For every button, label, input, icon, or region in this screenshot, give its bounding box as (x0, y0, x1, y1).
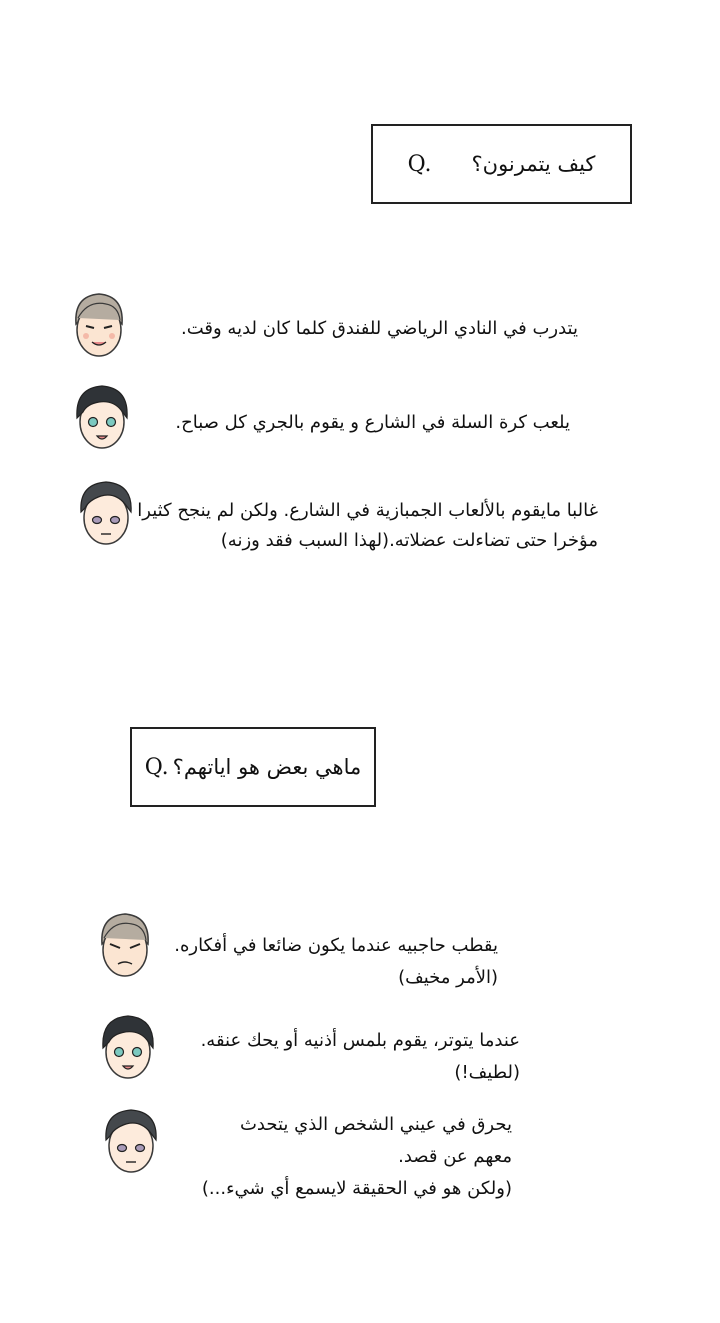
question-2-text: ماهي بعض هو اياتهم؟ (172, 755, 362, 779)
answer-1-3-line-2: مؤخرا حتى تضاءلت عضلاته.(لهذا السبب فقد وزنه) (220, 530, 598, 551)
light-haired-guy-face-icon (92, 910, 158, 982)
dark-haired-purple-eyes-face-icon (73, 478, 139, 550)
answer-1-3-line-1: غالبا مايقوم بالألعاب الجمبازية في الشارع. ولكن لم ينجح كثيرا (137, 500, 598, 521)
answer-2-3-line-2: معهم عن قصد. (398, 1146, 512, 1167)
answer-2-3-line-3: (ولكن هو في الحقيقة لايسمع أي شيء...) (201, 1178, 512, 1199)
answer-2-1-line-1: يقطب حاجبيه عندما يكون ضائعا في أفكاره. (174, 935, 498, 956)
answer-2-2-line-1: عندما يتوتر، يقوم بلمس أذنيه أو يحك عنقه. (200, 1030, 520, 1051)
question-1-marker: Q. (407, 151, 432, 177)
question-2-marker: Q. (144, 754, 169, 780)
answer-1-2-line-1: يلعب كرة السلة في الشارع و يقوم بالجري كل صباح. (175, 412, 570, 433)
dark-haired-teal-eyes-face-icon (95, 1012, 161, 1084)
answer-2-1-line-2: (الأمر مخيف) (398, 967, 498, 988)
dark-haired-teal-eyes-face-icon (69, 382, 135, 454)
question-box-1 (371, 124, 632, 204)
question-box-2 (130, 727, 376, 807)
answer-2-3-line-1: يحرق في عيني الشخص الذي يتحدث (239, 1114, 512, 1135)
light-haired-guy-face-icon (66, 290, 132, 362)
dark-haired-purple-eyes-face-icon (98, 1106, 164, 1178)
question-1-text: كيف يتمرنون؟ (471, 152, 596, 176)
answer-1-1-line-1: يتدرب في النادي الرياضي للفندق كلما كان لديه وقت. (181, 318, 578, 339)
answer-2-2-line-2: (لطيف!) (454, 1062, 520, 1083)
